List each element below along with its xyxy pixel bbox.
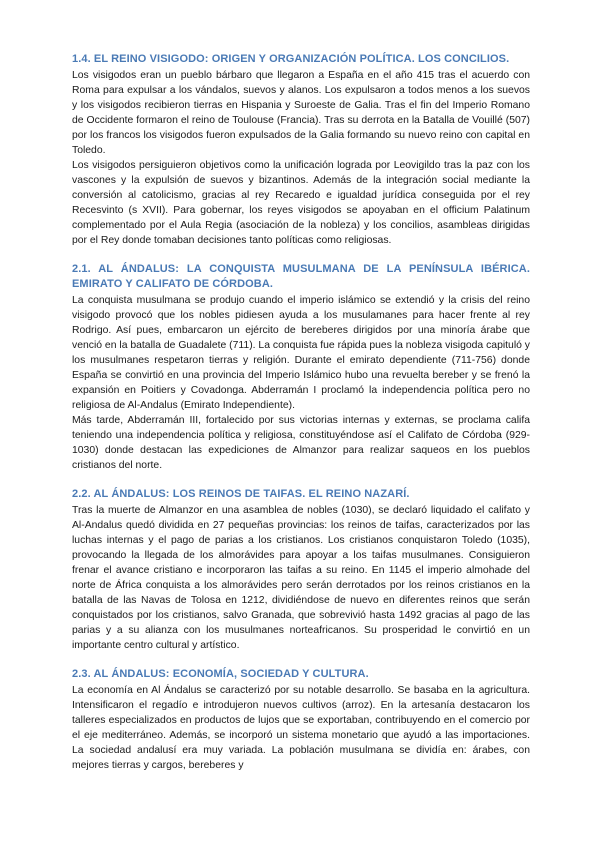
- section-reino-visigodo: [72, 52, 530, 248]
- paragraph: Más tarde, Abderramán III, fortalecido por sus victorias internas y externas, se proclama califa teniendo una independencia política y religiosa, constituyéndose así el Califato de Córdoba (929-1030) donde destacan las expediciones de Almanzor para realizar saqueos en los pueblos cristianos del norte.: [72, 415, 530, 471]
- section-heading: 2.3. AL ÁNDALUS: ECONOMÍA, SOCIEDAD Y CULTURA.: [72, 668, 369, 680]
- section-economia-sociedad-cultura: [72, 667, 530, 773]
- section-conquista-musulmana: [72, 262, 530, 473]
- section-reinos-de-taifas: [72, 487, 530, 653]
- section-heading: 2.1. AL ÁNDALUS: LA CONQUISTA MUSULMANA DE LA PENÍNSULA IBÉRICA. EMIRATO Y CALIFATO DE CÓRDOBA.: [72, 263, 530, 290]
- paragraph: Tras la muerte de Almanzor en una asamblea de nobles (1030), se declaró liquidado el califato y Al-Andalus quedó dividida en 27 pequeñas provincias: los reinos de taifas, caracterizados por las luchas internas y el pago de parias a los cristianos. Los cristianos conquistaron Toledo (1035), provocando la llegada de los almorávides para apoyar a los taifas musulmanes. Consiguieron frenar el avance cristiano e incorporaron las taifas a su reino. En 1145 el imperio almohade del norte de África conquista a los almorávides pero serán derrotados por los reinos cristianos en la batalla de las Navas de Tolosa en 1212, dividiéndose de nuevo en diferentes reinos que serán conquistados por los cristianos, salvo Granada, que sobrevivió hasta 1492 gracias al pago de las parias y a su alianza con los musulmanes norteafricanos. Su prosperidad le convirtió en un importante centro cultural y artístico.: [72, 505, 530, 651]
- paragraph: La economía en Al Ándalus se caracterizó por su notable desarrollo. Se basaba en la agricultura. Intensificaron el regadío e introdujeron nuevos cultivos (arroz). En la artesanía destacaron los talleres especializados en productos de lujos que se exportaban, contribuyendo en el comercio por el eje mediterráneo. Además, se incorporó un sistema monetario que ayudó a las importaciones. La sociedad andalusí era muy variada. La población musulmana se dividía en: árabes, con mejores tierras y cargos, bereberes y: [72, 685, 530, 771]
- section-heading: 2.2. AL ÁNDALUS: LOS REINOS DE TAIFAS. EL REINO NAZARÍ.: [72, 488, 410, 500]
- paragraph: La conquista musulmana se produjo cuando el imperio islámico se extendió y la crisis del reino visigodo provocó que los nobles pidiesen ayuda a los musulamanes para hacer frente al rey Rodrigo. Así pues, embarcaron un ejército de bereberes dirigidos por una minoría árabe que venció en la batalla de Guadalete (711). La conquista fue rápida pues la nobleza visigoda capituló y los musulmanes respetaron tierras y religión. Durante el emirato dependiente (711-756) donde España se convirtió en una provincia del Imperio Islámico hubo una revuelta bereber y se frenó la expansión en Poitiers y Covadonga. Abderramán I proclamó la independencia política pero no religiosa de Al-Andalus (Emirato Independiente).: [72, 295, 530, 411]
- section-heading: 1.4. EL REINO VISIGODO: ORIGEN Y ORGANIZACIÓN POLÍTICA. LOS CONCILIOS.: [72, 53, 510, 65]
- paragraph: Los visigodos persiguieron objetivos como la unificación lograda por Leovigildo tras la paz con los vascones y la expulsión de suevos y bizantinos. Además de la integración social mediante la conversión al catolicismo, gracias al rey Recaredo e igualdad jurídica conseguida por el rey Recesvinto (s XVII). Para gobernar, los reyes visigodos se apoyaban en el officium Palatinum complementado por el Aula Regia (asociación de la nobleza) y los concilios, asambleas dirigidas por el Rey donde tomaban decisiones tanto políticas como religiosas.: [72, 160, 530, 246]
- document-page: [72, 52, 530, 787]
- paragraph: Los visigodos eran un pueblo bárbaro que llegaron a España en el año 415 tras el acuerdo con Roma para expulsar a los vándalos, suevos y alanos. Los expulsaron a todos menos a los suevos y los visigodos recibieron tierras en Hispania y Suroeste de Galia. Tras el fin del Imperio Romano de Occidente formaron el reino de Toulouse (Francia). Tras su derrota en la Batalla de Vouillé (507) por los francos los visigodos fueron expulsados de la Galia formando su nuevo reino con capital en Toledo.: [72, 70, 530, 156]
